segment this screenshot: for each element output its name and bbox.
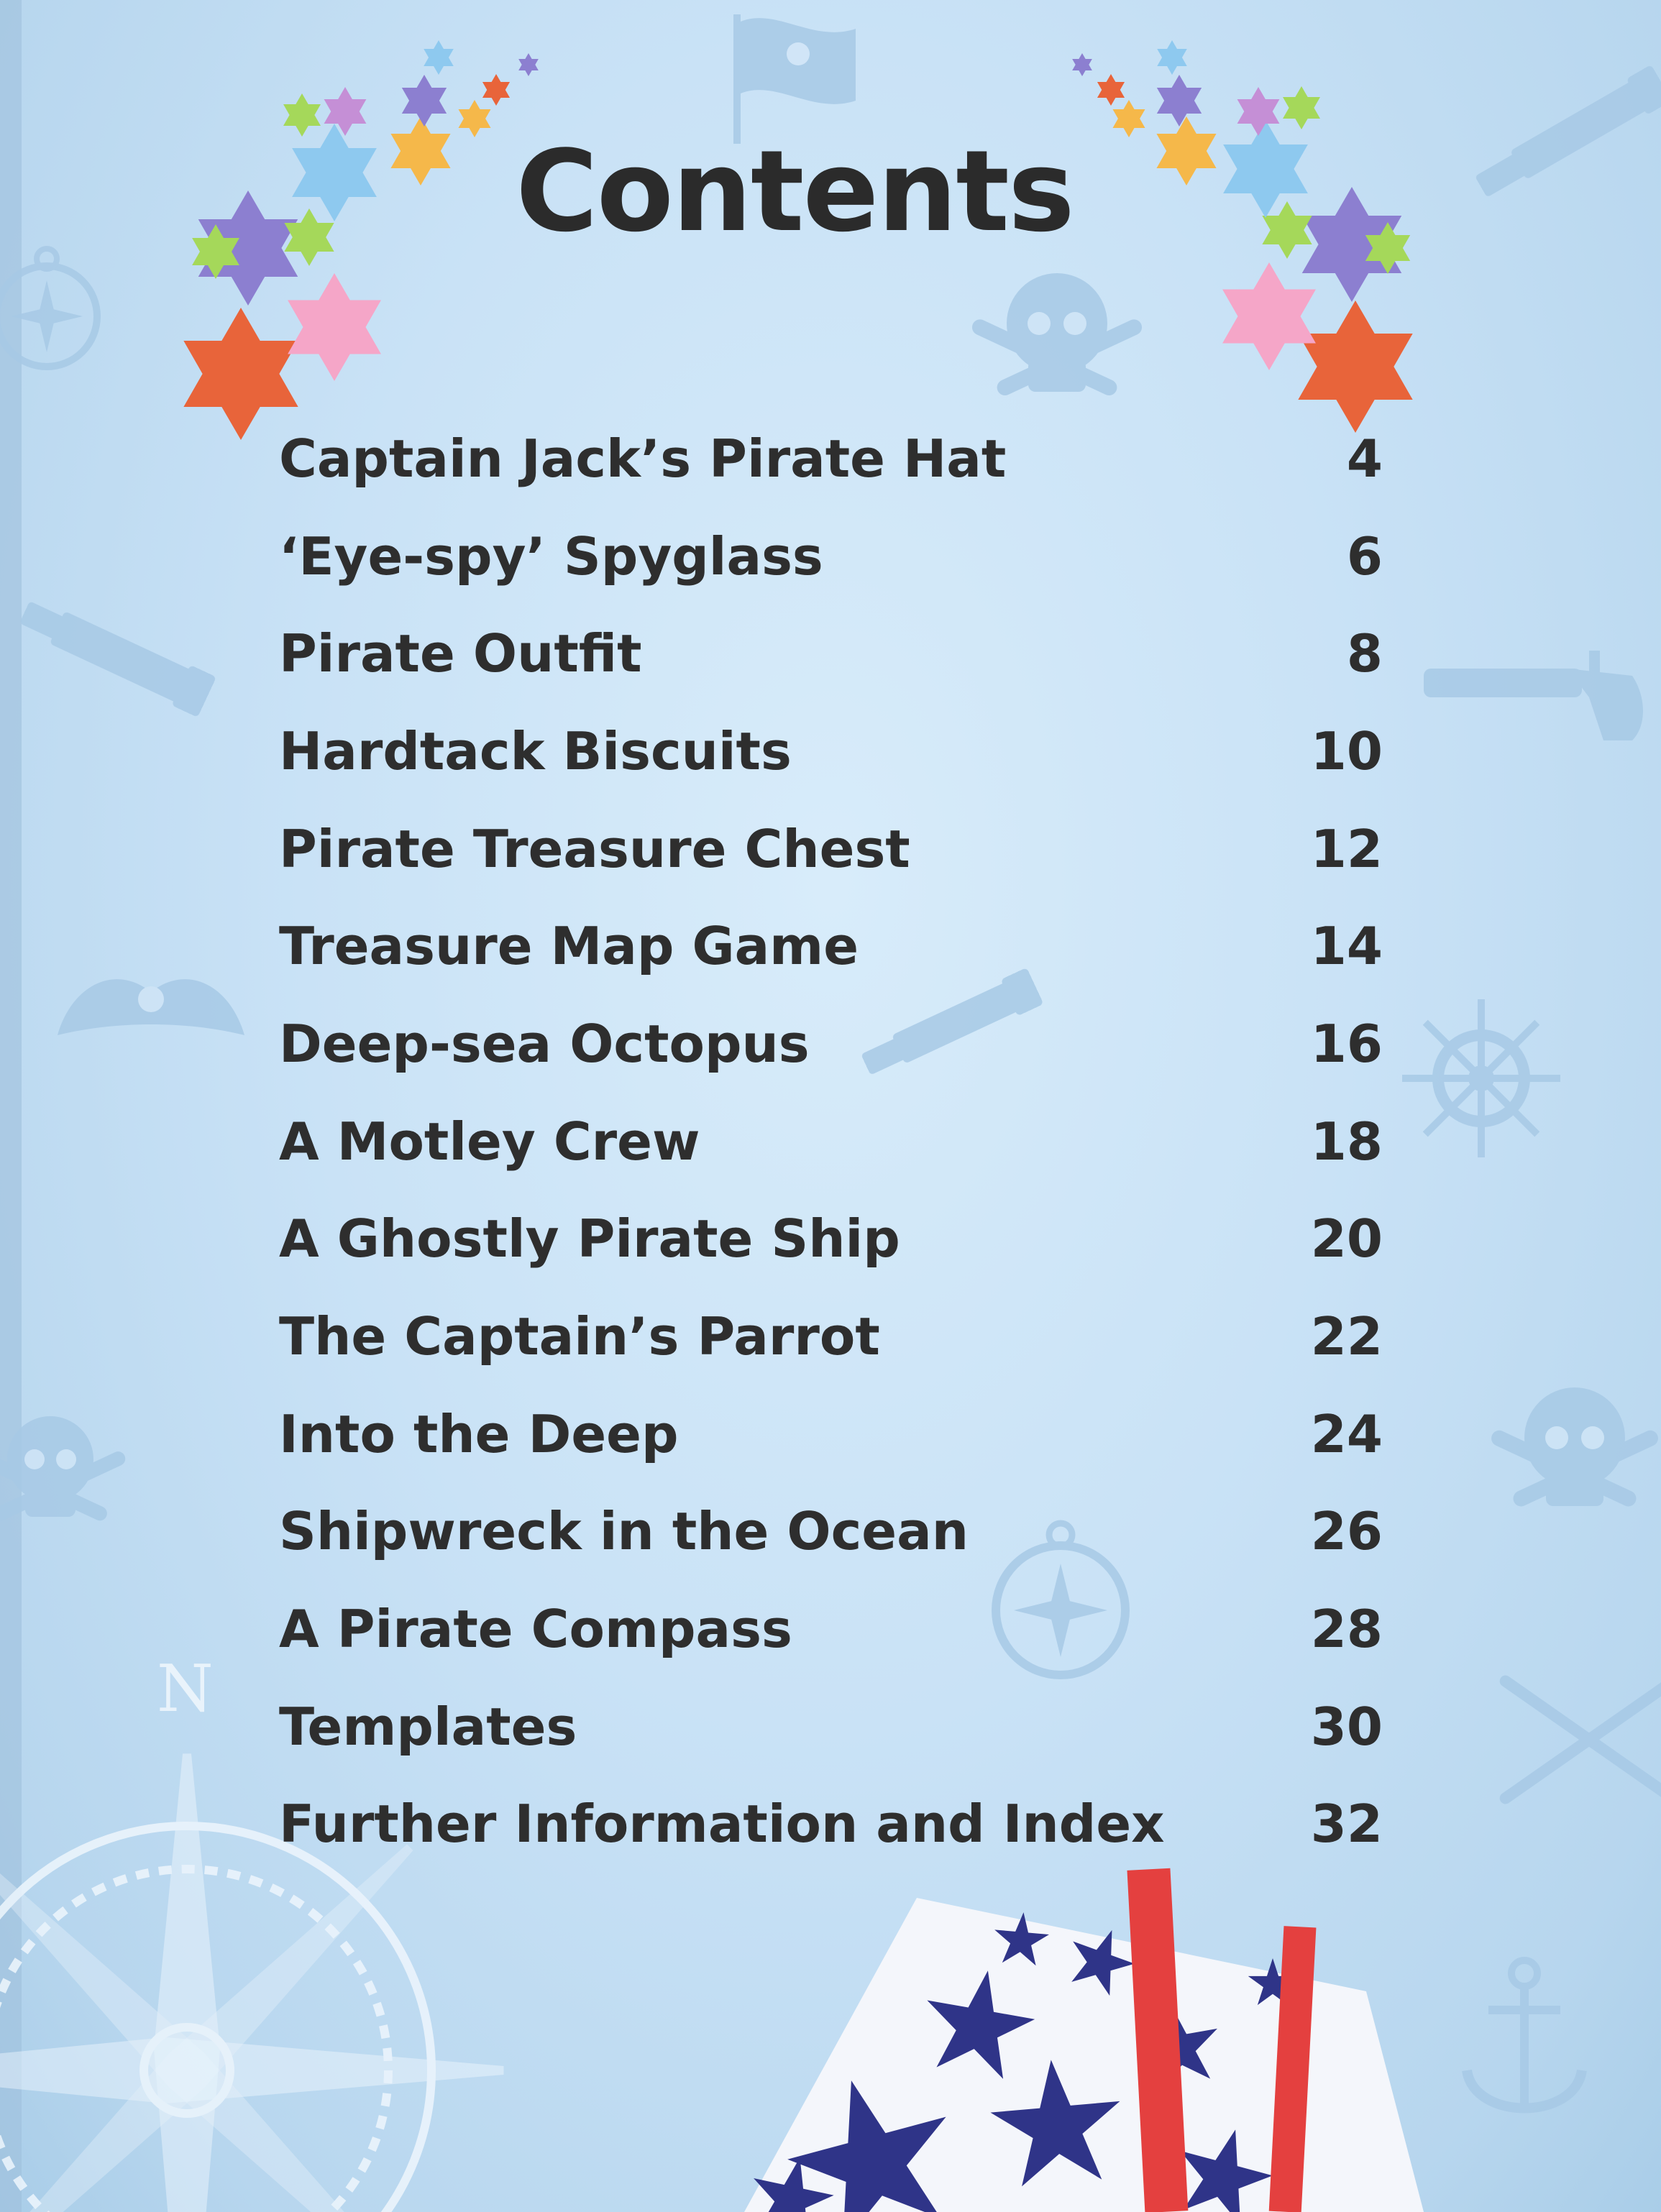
toc-entry [279,1580,1383,1678]
toc-entry-title: Into the Deep [279,1403,679,1464]
toc-entry-page: 22 [1310,1306,1383,1367]
toc-entry-page: 30 [1310,1696,1383,1757]
toc-entry-page: 24 [1310,1403,1383,1464]
toc-entry-title: Further Information and Index [279,1794,1165,1855]
toc-entry-page: 4 [1346,428,1383,489]
page-title: Contents [516,126,1074,257]
pistol-icon [1424,651,1643,740]
toc-entry [279,1385,1383,1483]
toc-entry [279,1483,1383,1581]
toc-entry [279,1678,1383,1776]
toc-entry-title: A Ghostly Pirate Ship [279,1208,900,1270]
toc-entry-page: 10 [1310,720,1383,781]
toc-entry-title: Templates [279,1696,577,1757]
pirate-hat-icon [58,979,244,1035]
toc-entry-page: 32 [1310,1794,1383,1855]
toc-entry [279,995,1383,1093]
toc-entry-title: Captain Jack’s Pirate Hat [279,428,1007,489]
toc-entry [279,702,1383,800]
toc-entry-title: Hardtack Biscuits [279,720,792,781]
skull-crossbones-icon [1488,1387,1660,1509]
crossed-swords-icon [1498,1673,1661,1806]
toc-entry-title: Deep-sea Octopus [279,1013,810,1074]
toc-entry-title: Pirate Treasure Chest [279,818,910,879]
toc-entry-page: 14 [1310,916,1383,977]
pirate-flag-icon [733,14,856,144]
toc-entry-title: Treasure Map Game [279,916,859,977]
toc-entry [279,1288,1383,1385]
toc-entry [279,1190,1383,1288]
toc-entry-title: Shipwreck in the Ocean [279,1501,969,1562]
toc-entry-page: 8 [1346,623,1383,684]
toc-entry [279,410,1383,508]
toc-entry-page: 16 [1310,1013,1383,1074]
toc-entry [279,605,1383,702]
toc-entry-page: 6 [1346,526,1383,587]
toc-entry-page: 26 [1310,1501,1383,1562]
contents-list [279,410,1383,1873]
toc-entry [279,897,1383,995]
toc-entry-page: 12 [1310,818,1383,879]
toc-entry-page: 28 [1310,1599,1383,1660]
toc-entry [279,1093,1383,1190]
toc-entry [279,508,1383,605]
ship-wheel-icon [1402,999,1560,1157]
anchor-icon [1467,1960,1582,2108]
toc-entry-title: ‘Eye-spy’ Spyglass [279,526,823,587]
spyglass-icon [15,592,216,717]
toc-entry-page: 20 [1310,1208,1383,1270]
toc-entry-title: Pirate Outfit [279,623,642,684]
skull-crossbones-icon [969,273,1144,398]
starry-flag-icon [743,1868,1424,2212]
toc-entry-title: The Captain’s Parrot [279,1306,880,1367]
skull-crossbones-icon [0,1416,128,1523]
toc-entry-page: 18 [1310,1111,1383,1172]
compass-letter-n: N [157,1651,214,1727]
toc-entry-title: A Pirate Compass [279,1599,792,1660]
toc-entry [279,800,1383,898]
toc-entry [279,1776,1383,1873]
toc-entry-title: A Motley Crew [279,1111,700,1172]
